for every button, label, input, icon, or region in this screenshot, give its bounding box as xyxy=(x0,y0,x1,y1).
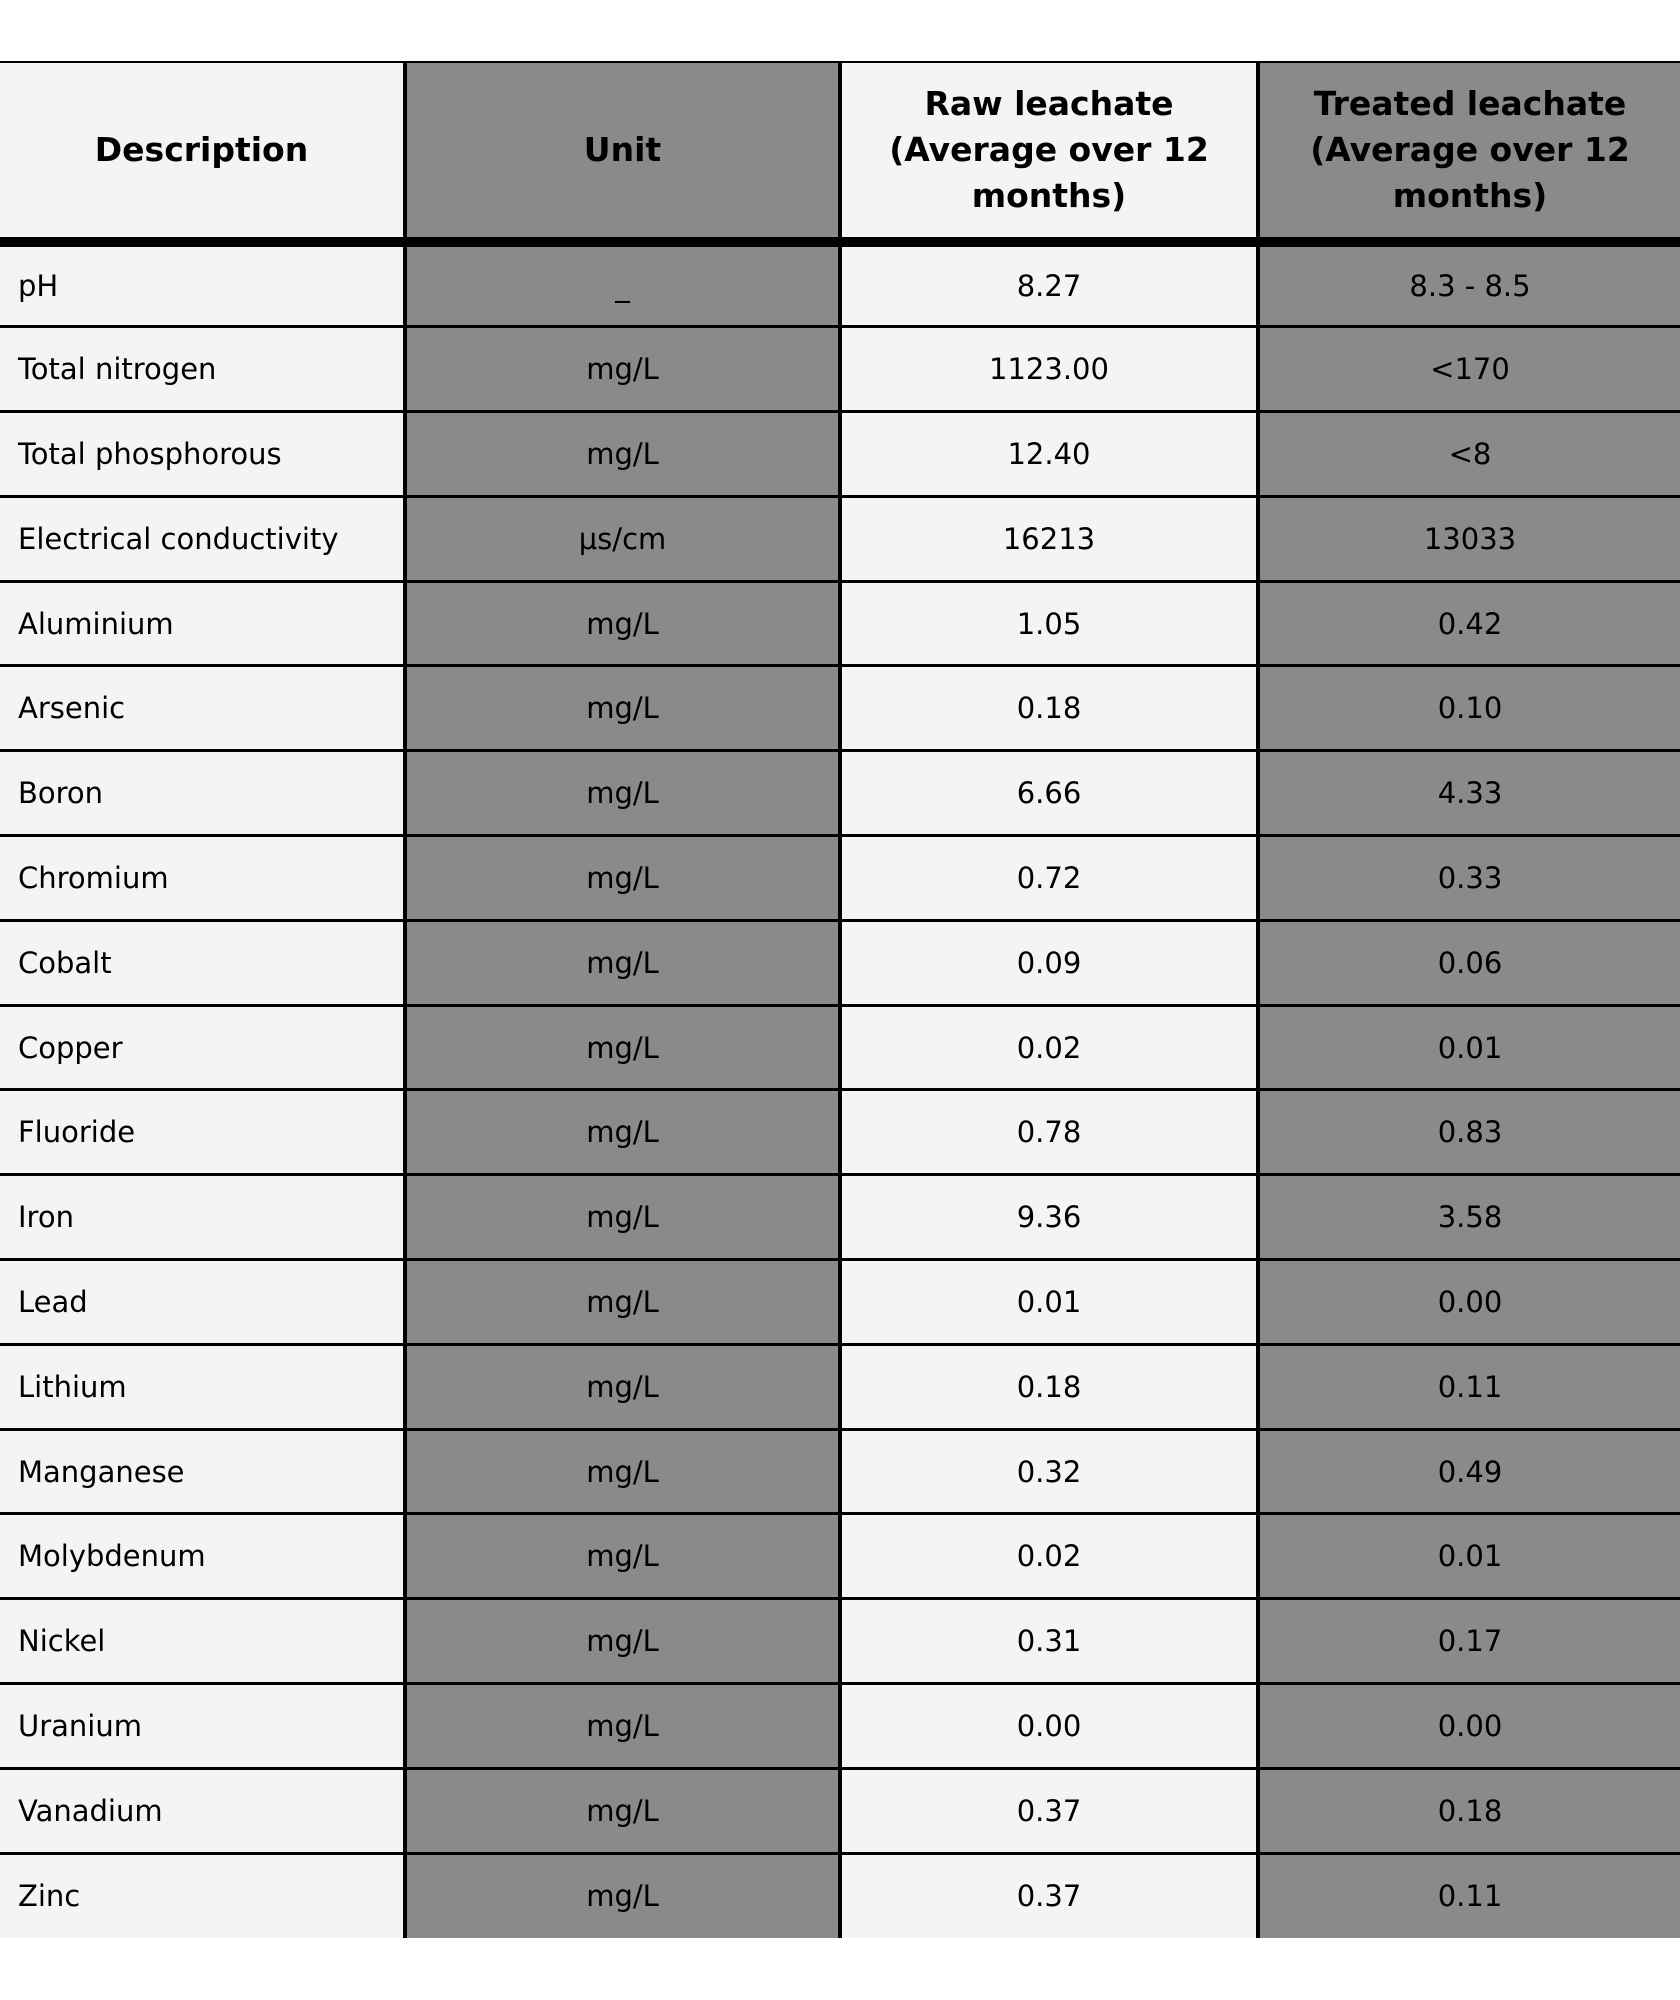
cell-treated-leachate: 4.33 xyxy=(1258,751,1680,836)
cell-treated-leachate: 0.33 xyxy=(1258,836,1680,921)
cell-raw-leachate: 0.18 xyxy=(840,1344,1258,1429)
cell-raw-leachate: 6.66 xyxy=(840,751,1258,836)
cell-treated-leachate: <8 xyxy=(1258,412,1680,497)
cell-treated-leachate: 0.18 xyxy=(1258,1768,1680,1853)
cell-description: Molybdenum xyxy=(0,1514,405,1599)
table-header xyxy=(0,62,1680,242)
cell-description: Nickel xyxy=(0,1599,405,1684)
cell-treated-leachate: 0.06 xyxy=(1258,920,1680,1005)
cell-description: Vanadium xyxy=(0,1768,405,1853)
cell-description: Lithium xyxy=(0,1344,405,1429)
cell-description: Boron xyxy=(0,751,405,836)
table-row xyxy=(0,1768,1680,1853)
cell-unit: mg/L xyxy=(405,1005,840,1090)
table-row xyxy=(0,327,1680,412)
cell-raw-leachate: 1.05 xyxy=(840,581,1258,666)
cell-raw-leachate: 0.00 xyxy=(840,1684,1258,1769)
table-row xyxy=(0,751,1680,836)
cell-unit: mg/L xyxy=(405,1260,840,1345)
table-row xyxy=(0,242,1680,327)
cell-treated-leachate: 0.11 xyxy=(1258,1853,1680,1938)
cell-unit: mg/L xyxy=(405,1514,840,1599)
cell-unit: mg/L xyxy=(405,1853,840,1938)
cell-unit: mg/L xyxy=(405,1175,840,1260)
cell-unit: mg/L xyxy=(405,1344,840,1429)
table-body xyxy=(0,242,1680,1938)
cell-raw-leachate: 0.78 xyxy=(840,1090,1258,1175)
cell-treated-leachate: <170 xyxy=(1258,327,1680,412)
cell-treated-leachate: 0.17 xyxy=(1258,1599,1680,1684)
table-row xyxy=(0,836,1680,921)
cell-treated-leachate: 0.42 xyxy=(1258,581,1680,666)
cell-raw-leachate: 0.37 xyxy=(840,1768,1258,1853)
leachate-table-container xyxy=(0,61,1680,1938)
header-raw-leachate: Raw leachate (Average over 12 months) xyxy=(840,62,1258,242)
cell-raw-leachate: 0.02 xyxy=(840,1005,1258,1090)
cell-unit: mg/L xyxy=(405,1429,840,1514)
cell-description: Chromium xyxy=(0,836,405,921)
header-row xyxy=(0,62,1680,242)
table-row xyxy=(0,1260,1680,1345)
cell-description: Fluoride xyxy=(0,1090,405,1175)
cell-description: Manganese xyxy=(0,1429,405,1514)
cell-unit: mg/L xyxy=(405,581,840,666)
cell-description: Arsenic xyxy=(0,666,405,751)
header-description: Description xyxy=(0,62,405,242)
cell-treated-leachate: 0.10 xyxy=(1258,666,1680,751)
cell-treated-leachate: 0.00 xyxy=(1258,1684,1680,1769)
cell-raw-leachate: 0.32 xyxy=(840,1429,1258,1514)
cell-description: Aluminium xyxy=(0,581,405,666)
cell-treated-leachate: 0.49 xyxy=(1258,1429,1680,1514)
header-unit: Unit xyxy=(405,62,840,242)
table-row xyxy=(0,1599,1680,1684)
cell-unit: mg/L xyxy=(405,836,840,921)
cell-description: Zinc xyxy=(0,1853,405,1938)
cell-treated-leachate: 8.3 - 8.5 xyxy=(1258,242,1680,327)
cell-unit: mg/L xyxy=(405,666,840,751)
cell-raw-leachate: 8.27 xyxy=(840,242,1258,327)
table-row xyxy=(0,1429,1680,1514)
table-row xyxy=(0,1175,1680,1260)
cell-unit: mg/L xyxy=(405,1768,840,1853)
cell-raw-leachate: 0.18 xyxy=(840,666,1258,751)
table-row xyxy=(0,496,1680,581)
cell-treated-leachate: 0.00 xyxy=(1258,1260,1680,1345)
leachate-table xyxy=(0,61,1680,1938)
table-row xyxy=(0,412,1680,497)
table-row xyxy=(0,1005,1680,1090)
cell-unit: mg/L xyxy=(405,327,840,412)
cell-description: Copper xyxy=(0,1005,405,1090)
table-row xyxy=(0,581,1680,666)
table-row xyxy=(0,1514,1680,1599)
table-row xyxy=(0,666,1680,751)
cell-unit: mg/L xyxy=(405,1090,840,1175)
table-row xyxy=(0,1684,1680,1769)
cell-description: Uranium xyxy=(0,1684,405,1769)
cell-raw-leachate: 0.01 xyxy=(840,1260,1258,1345)
cell-raw-leachate: 0.09 xyxy=(840,920,1258,1005)
cell-description: Lead xyxy=(0,1260,405,1345)
cell-raw-leachate: 1123.00 xyxy=(840,327,1258,412)
cell-description: Total phosphorous xyxy=(0,412,405,497)
cell-treated-leachate: 3.58 xyxy=(1258,1175,1680,1260)
header-treated-leachate: Treated leachate (Average over 12 months) xyxy=(1258,62,1680,242)
cell-unit: mg/L xyxy=(405,751,840,836)
cell-raw-leachate: 0.37 xyxy=(840,1853,1258,1938)
table-row xyxy=(0,920,1680,1005)
table-row xyxy=(0,1344,1680,1429)
cell-treated-leachate: 0.83 xyxy=(1258,1090,1680,1175)
cell-unit: mg/L xyxy=(405,1684,840,1769)
cell-treated-leachate: 0.01 xyxy=(1258,1005,1680,1090)
cell-treated-leachate: 0.01 xyxy=(1258,1514,1680,1599)
cell-raw-leachate: 9.36 xyxy=(840,1175,1258,1260)
cell-raw-leachate: 0.02 xyxy=(840,1514,1258,1599)
cell-description: Iron xyxy=(0,1175,405,1260)
cell-raw-leachate: 0.31 xyxy=(840,1599,1258,1684)
cell-unit: mg/L xyxy=(405,412,840,497)
cell-unit: μs/cm xyxy=(405,496,840,581)
cell-unit: _ xyxy=(405,242,840,327)
table-row xyxy=(0,1853,1680,1938)
cell-treated-leachate: 13033 xyxy=(1258,496,1680,581)
cell-raw-leachate: 12.40 xyxy=(840,412,1258,497)
table-row xyxy=(0,1090,1680,1175)
cell-unit: mg/L xyxy=(405,1599,840,1684)
cell-treated-leachate: 0.11 xyxy=(1258,1344,1680,1429)
cell-raw-leachate: 0.72 xyxy=(840,836,1258,921)
cell-raw-leachate: 16213 xyxy=(840,496,1258,581)
cell-description: pH xyxy=(0,242,405,327)
cell-unit: mg/L xyxy=(405,920,840,1005)
cell-description: Electrical conductivity xyxy=(0,496,405,581)
cell-description: Cobalt xyxy=(0,920,405,1005)
cell-description: Total nitrogen xyxy=(0,327,405,412)
